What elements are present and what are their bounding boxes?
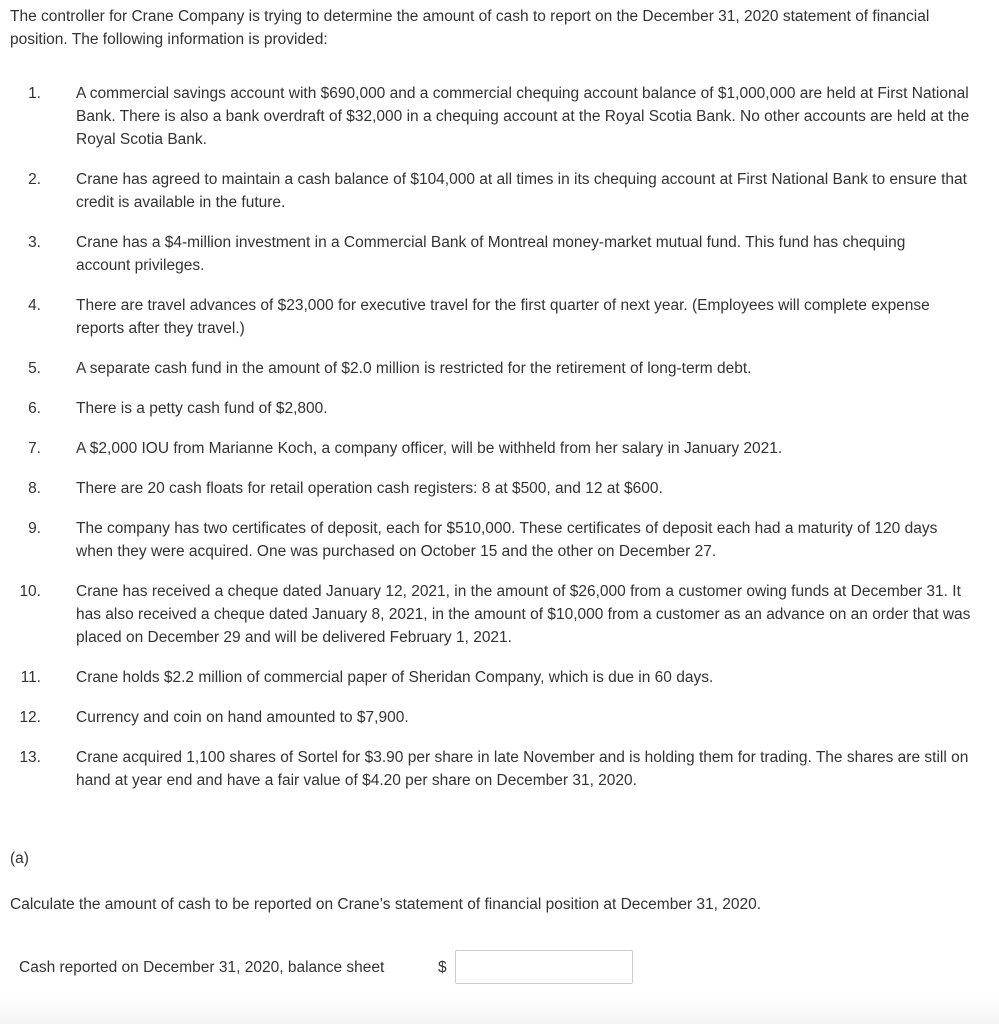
- item-number: 1.: [28, 85, 41, 102]
- answer-label: Cash reported on December 31, 2020, balance sheet: [19, 959, 385, 976]
- item-number: 8.: [28, 480, 41, 497]
- item-text: Crane holds $2.2 million of commercial paper of Sheridan Company, which is due in 60 days.: [76, 669, 714, 686]
- item-text: The company has two certificates of deposit, each for $510,000. These certificates of deposit each had a maturity of 120 days when they were acquired. One was purchased on October 15 and the other on December 27.: [76, 520, 938, 560]
- item-number: 4.: [28, 297, 41, 314]
- item-number: 3.: [28, 234, 41, 251]
- item-text: A $2,000 IOU from Marianne Koch, a company officer, will be withheld from her salary in January 2021.: [76, 440, 783, 457]
- item-number: 7.: [28, 440, 41, 457]
- dollar-sign: $: [438, 959, 447, 976]
- item-text: There are travel advances of $23,000 for executive travel for the first quarter of next year. (Employees will complete expense reports after they travel.): [76, 297, 930, 337]
- item-text: There is a petty cash fund of $2,800.: [76, 400, 328, 417]
- item-text: Crane has agreed to maintain a cash balance of $104,000 at all times in its chequing account at First National Bank to ensure that credit is available in the future.: [76, 171, 967, 211]
- item-text: Currency and coin on hand amounted to $7,900.: [76, 709, 409, 726]
- item-number: 9.: [28, 520, 41, 537]
- item-number: 2.: [28, 171, 41, 188]
- item-text: A separate cash fund in the amount of $2.0 million is restricted for the retirement of long-term debt.: [76, 360, 752, 377]
- item-text: Crane has a $4-million investment in a Commercial Bank of Montreal money-market mutual fund. This fund has chequing account privileges.: [76, 234, 906, 274]
- part-label: (a): [10, 850, 29, 867]
- problem-intro: The controller for Crane Company is trying to determine the amount of cash to report on the December 31, 2020 statement of financial position. The following information is provided:: [10, 8, 930, 48]
- item-text: There are 20 cash floats for retail operation cash registers: 8 at $500, and 12 at $600.: [76, 480, 663, 497]
- item-number: 11.: [20, 669, 41, 686]
- item-text: Crane has received a cheque dated January 12, 2021, in the amount of $26,000 from a customer owing funds at December 31. It has also received a cheque dated January 8, 2021, in the amount of $10,000 from a customer as an advance on an order that was placed on December 29 and will be delivered February 1, 2021.: [76, 583, 971, 646]
- item-number: 12.: [19, 709, 41, 726]
- bottom-fade: [0, 996, 999, 1024]
- item-text: Crane acquired 1,100 shares of Sortel for $3.90 per share in late November and is holding them for trading. The shares are still on hand at year end and have a fair value of $4.20 per share on December 31, 2020.: [76, 749, 969, 789]
- item-number: 6.: [28, 400, 41, 417]
- item-number: 10.: [19, 583, 41, 600]
- cash-answer-input[interactable]: [455, 950, 633, 984]
- item-text: A commercial savings account with $690,000 and a commercial chequing account balance of $1,000,000 are held at First National Bank. There is also a bank overdraft of $32,000 in a chequing account at the Royal Scotia Bank. No other accounts are held at the Royal Scotia Bank.: [76, 85, 970, 148]
- item-number: 13.: [19, 749, 41, 766]
- question-text: Calculate the amount of cash to be reported on Crane’s statement of financial position at December 31, 2020.: [10, 896, 762, 913]
- item-number: 5.: [28, 360, 41, 377]
